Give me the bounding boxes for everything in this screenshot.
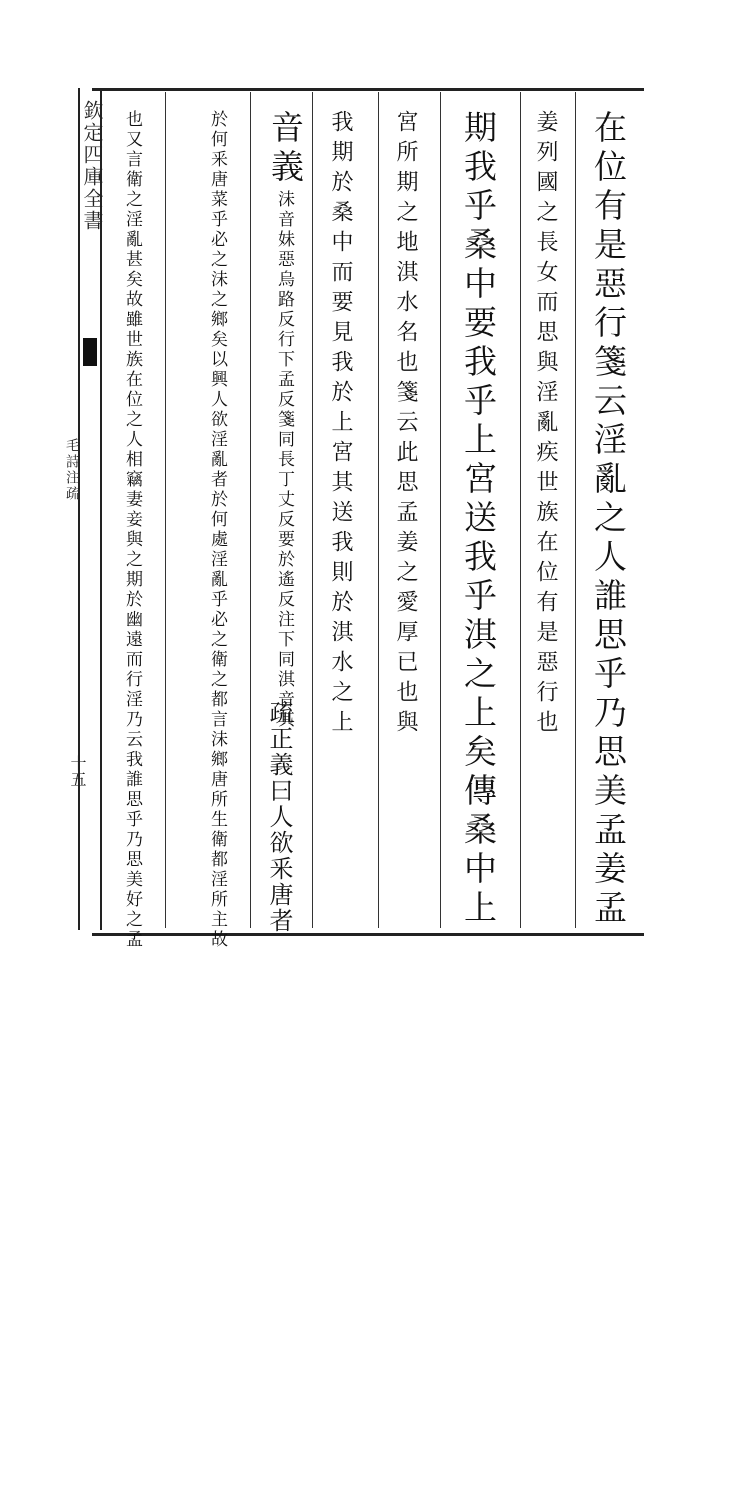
edge-title: 欽定四庫全書	[80, 100, 104, 232]
column-rule	[440, 92, 441, 928]
text-column-8: 也又言衛之淫亂甚矣故雖世族在位之人相竊妻妾與之期於幽遠而行淫乃云我誰思乎乃思美好之孟	[122, 110, 142, 950]
book-name: 毛詩注疏	[64, 438, 80, 502]
text-column-1: 在位有是惡行箋云淫亂之人誰思乎乃思美孟姜孟	[589, 110, 628, 929]
text-column-4: 宮所期之地淇水名也箋云此思孟姜之愛厚已也與	[393, 110, 418, 740]
section-heading-yinyi: 音義	[266, 110, 305, 188]
column-rule	[378, 92, 379, 928]
text-column-2: 姜列國之長女而思與淫亂疾世族在位有是惡行也	[533, 110, 558, 740]
column-rule	[312, 92, 313, 928]
text-column-3: 期我乎桑中要我乎上宮送我乎淇之上矣傳桑中上	[459, 110, 498, 929]
fish-tail-mark	[83, 338, 97, 366]
text-column-5: 我期於桑中而要見我於上宮其送我則於淇水之上	[328, 110, 353, 740]
page-number: 十五	[68, 755, 87, 787]
column-rule	[575, 92, 576, 928]
text-column-6: 沬音妹惡烏路反行下孟反箋同長丁丈反要於遙反注下同淇音其	[274, 190, 294, 730]
text-column-7: 於何釆唐菜乎必之沬之鄉矣以興人欲淫亂者於何處淫亂乎必之衛之都言沬鄉唐所生衛都淫所主故	[207, 110, 227, 950]
column-rule	[520, 92, 521, 928]
section-heading-shu: 疏正義曰人欲釆唐者	[265, 700, 293, 934]
column-rule	[250, 92, 251, 928]
page-frame	[92, 88, 644, 950]
column-rule	[165, 92, 166, 928]
